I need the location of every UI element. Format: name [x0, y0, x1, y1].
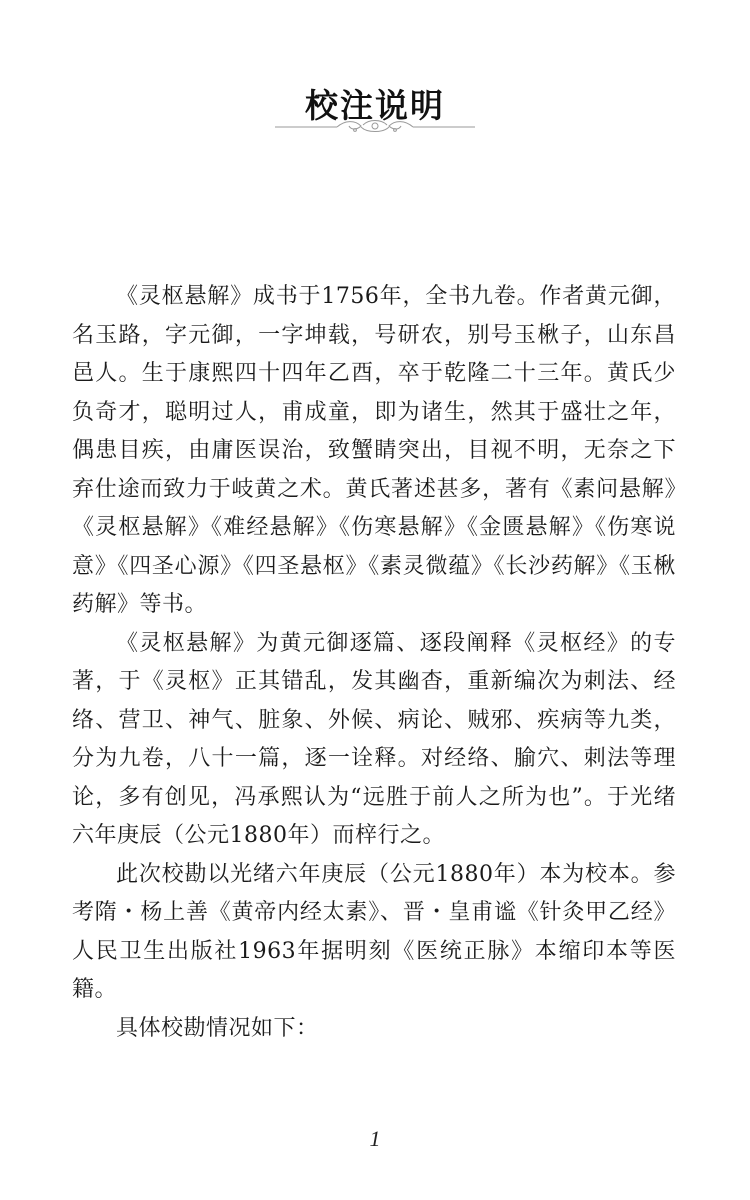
floral-divider-icon — [275, 116, 475, 138]
paragraph-4: 具体校勘情况如下： — [116, 1015, 319, 1041]
paragraph-1: 《灵枢悬解》成书于1756年，全书九卷。作者黄元御，名玉路，字元御，一字坤载，号研农，别号玉楸子，山东昌邑人。生于康熙四十四年乙酉，卒于乾隆二十三年。黄氏少负奇才，聪明过人，甫成童，即为诸生，然其于盛壮之年，偶患目疾，由庸医误治，致蟹睛突出，目视不明，无奈之下弃仕途而致力于岐黄之术。黄氏著述甚多，著有《素问悬解》《灵枢悬解》《难经悬解》《伤寒悬解》《金匮悬解》《伤寒说意》《四圣心源》《四圣悬枢》《素灵微蕴》《长沙药解》《玉楸药解》等书。 — [72, 284, 676, 617]
page-title: 校注说明 — [305, 86, 445, 126]
paragraph-3: 此次校勘以光绪六年庚辰（公元1880年）本为校本。参考隋・杨上善《黄帝内经太素》、晋・皇甫谧《针灸甲乙经》人民卫生出版社1963年据明刻《医统正脉》本缩印本等医籍。 — [72, 861, 676, 1002]
page-number: 1 — [369, 1126, 381, 1151]
body-text — [72, 278, 676, 1048]
paragraph-2: 《灵枢悬解》为黄元御逐篇、逐段阐释《灵枢经》的专著，于《灵枢》正其错乱，发其幽杳，重新编次为刺法、经络、营卫、神气、脏象、外候、病论、贼邪、疾病等九类，分为九卷，八十一篇，逐一诠释。对经络、腧穴、刺法等理论，多有创见，冯承熙认为“远胜于前人之所为也”。于光绪六年庚辰（公元1880年）而梓行之。 — [72, 630, 676, 848]
